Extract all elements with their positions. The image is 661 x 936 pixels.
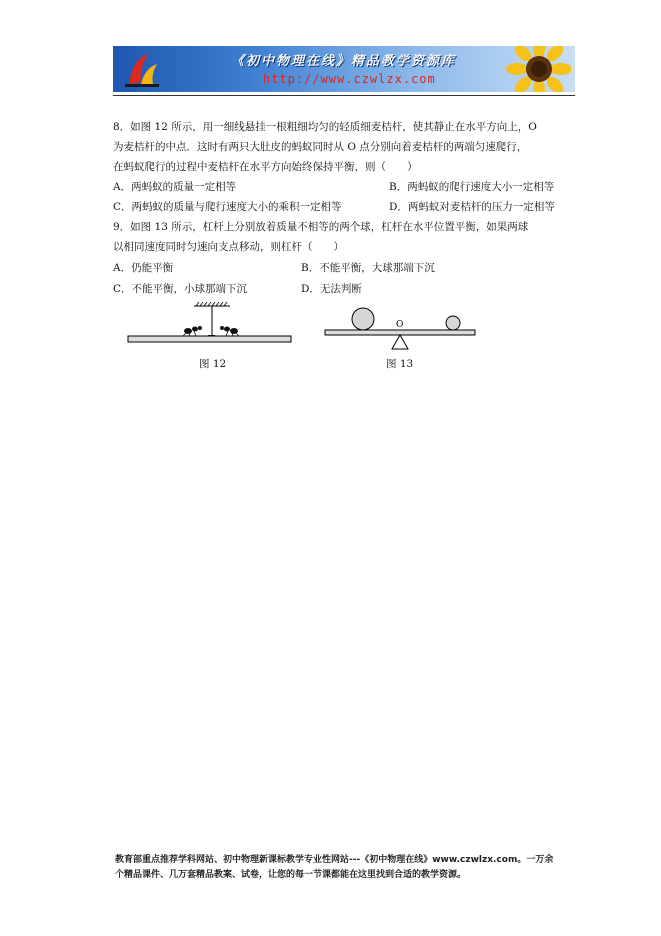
footer-line-1: 教育部重点推荐学科网站、初中物理新课标教学专业性网站---《初中物理在线》www.czwlzx.com。一万余 [115, 855, 554, 865]
q9-option-c: C．不能平衡，小球那端下沉 [113, 283, 248, 295]
q8-line-1: 8．如图 12 所示，用一细线悬挂一根粗细均匀的轻质细麦桔杆，使其静止在水平方向上，O [113, 121, 537, 133]
q8-option-c: C．两蚂蚁的质量与爬行速度大小的乘积一定相等 [113, 201, 342, 213]
small-ball [446, 316, 460, 330]
q8-option-b: B．两蚂蚁的爬行速度大小一定相等 [389, 181, 555, 193]
q9-option-b: B．不能平衡，大球那端下沉 [301, 262, 435, 274]
header-title: 《初中物理在线》精品教学资源库 [231, 54, 457, 69]
straw-beam [128, 336, 291, 342]
q8-option-a: A．两蚂蚁的质量一定相等 [113, 181, 237, 193]
q8-line-3: 在蚂蚁爬行的过程中麦桔杆在水平方向始终保持平衡，则（ ） [113, 161, 418, 173]
q9-line-1: 9．如图 13 所示，杠杆上分别放着质量不相等的两个球，杠杆在水平位置平衡，如果两球 [113, 221, 529, 233]
ant-right-icon [220, 326, 239, 336]
footer [115, 853, 575, 883]
figure-12-caption: 图 12 [199, 358, 227, 370]
ant-left-icon [183, 326, 202, 336]
figure-13 [322, 303, 478, 351]
logo-icon [119, 48, 163, 90]
figure-12 [126, 300, 294, 348]
ceiling-support [194, 302, 230, 306]
large-ball [352, 308, 374, 330]
pivot-label: O [396, 320, 404, 330]
fulcrum-triangle [392, 335, 408, 349]
q8-line-2: 为麦桔杆的中点．这时有两只大肚皮的蚂蚁同时从 O 点分别向着麦桔杆的两端匀速爬行， [113, 141, 528, 153]
footer-line-2: 个精品课件、几万套精品教案、试卷，让您的每一节课都能在这里找到合适的教学资源。 [115, 870, 467, 880]
sunflower-icon [501, 46, 571, 92]
q9-option-a: A．仍能平衡 [113, 262, 174, 274]
header-url[interactable]: http://www.czwlzx.com [263, 72, 436, 86]
header-banner [113, 46, 575, 92]
q9-option-d: D．无法判断 [301, 283, 362, 295]
q8-option-d: D．两蚂蚁对麦桔杆的压力一定相等 [389, 201, 555, 213]
q9-line-2: 以相同速度同时匀速向支点移动，则杠杆（ ） [113, 241, 344, 253]
header-rule [113, 95, 575, 96]
figure-13-caption: 图 13 [386, 358, 414, 370]
